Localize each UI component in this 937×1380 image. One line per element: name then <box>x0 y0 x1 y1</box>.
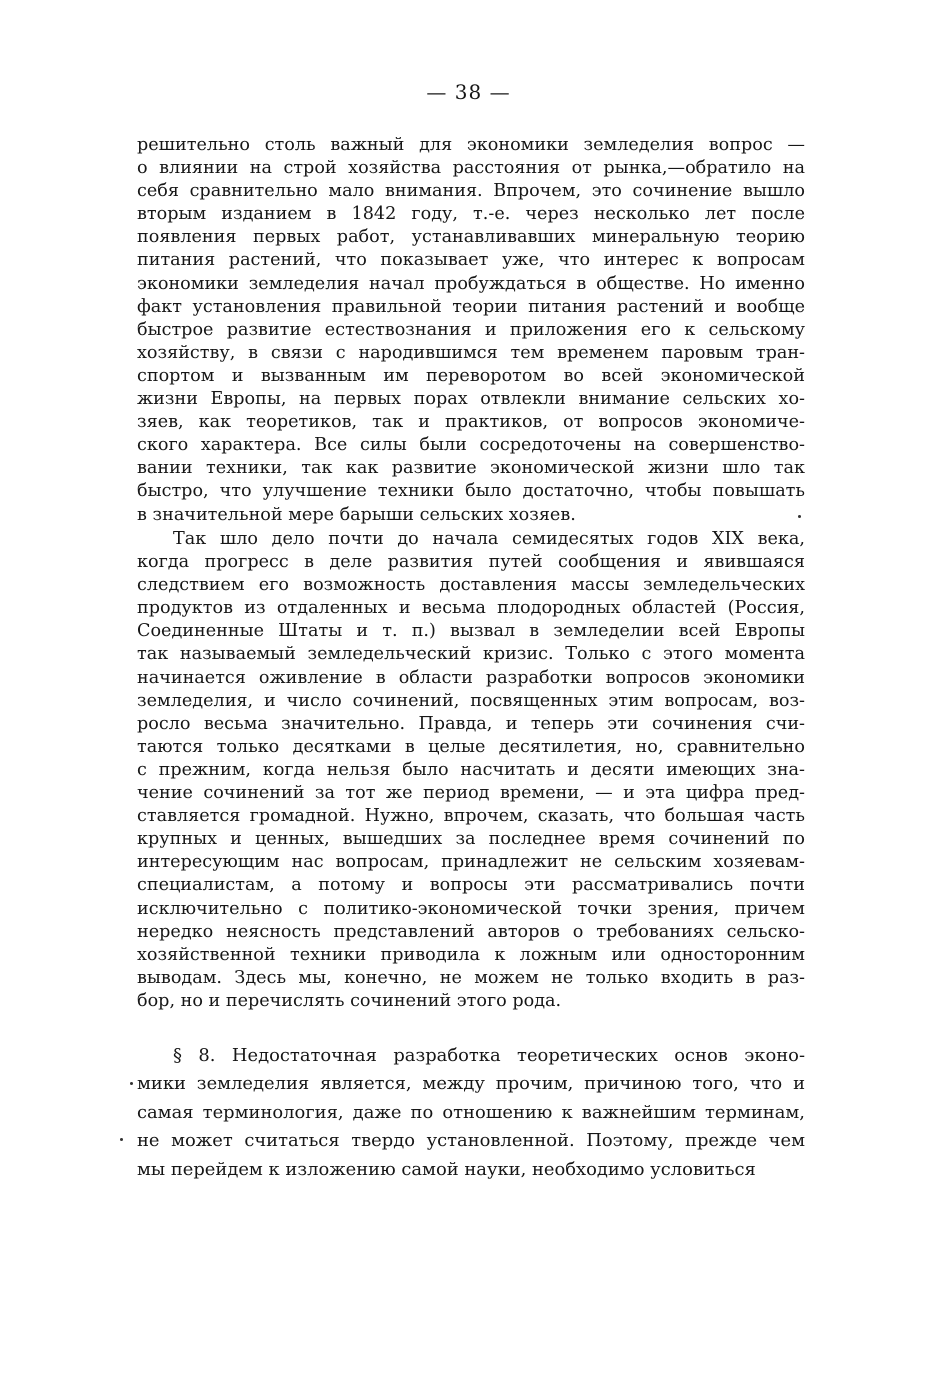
text-line: быстрое развитие естествознания и приложения его к сельскому <box>137 319 805 340</box>
text-line: когда прогресс в деле развития путей сообщения и явившаяся <box>137 552 805 573</box>
text-line: с прежним, когда нельзя было насчитать и десяти имеющих зна- <box>137 759 805 780</box>
text-line: так называемый земледельческий кризис. Только с этого момента <box>137 644 805 665</box>
text-line: вторым изданием в 1842 году, т.-е. через несколько лет после <box>137 204 805 225</box>
text-line: начинается оживление в области разработки вопросов экономики <box>137 667 805 688</box>
text-line: таются только десятками в целые десятилетия, но, сравнительно <box>137 736 805 757</box>
text-line: Так шло дело почти до начала семидесятых годов XIX века, <box>173 529 805 549</box>
text-line: о влиянии на строй хозяйства расстояния от рынка,—обратило на <box>137 158 805 179</box>
text-line: земледелия, и число сочинений, посвященных этим вопросам, воз- <box>137 690 805 711</box>
text-line: Соединенные Штаты и т. п.) вызвал в земледелии всей Европы <box>137 621 805 642</box>
text-line: не может считаться твердо установленной. Поэтому, прежде чем <box>137 1130 805 1152</box>
text-line: выводам. Здесь мы, конечно, не можем не только входить в раз- <box>137 967 805 988</box>
text-line: вании техники, так как развитие экономической жизни шло так <box>137 458 805 479</box>
text-line: специалистам, а потому и вопросы эти рассматривались почти <box>137 875 805 896</box>
print-speck <box>120 1138 123 1141</box>
print-speck <box>798 515 801 518</box>
print-speck <box>130 1082 133 1085</box>
text-line: жизни Европы, на первых порах отвлекли внимание сельских хо- <box>137 389 805 410</box>
text-line: мики земледелия является, между прочим, причиною того, что и <box>137 1073 805 1095</box>
text-line: решительно столь важный для экономики земледелия вопрос — <box>137 135 805 155</box>
text-line: себя сравнительно мало внимания. Впрочем, это сочинение вышло <box>137 181 805 202</box>
text-line: питания растений, что показывает уже, что интерес к вопросам <box>137 250 805 271</box>
text-line: крупных и ценных, вышедших за последнее время сочинений по <box>137 829 805 850</box>
paragraph-3-section-8 <box>137 1042 805 1184</box>
text-line: быстро, что улучшение техники было достаточно, чтобы повышать <box>137 481 805 502</box>
text-line: чение сочинений за тот же период времени, — и эта цифра пред- <box>137 783 805 804</box>
text-line: зяев, как теоретиков, так и практиков, от вопросов экономиче- <box>137 412 805 433</box>
text-line: продуктов из отдаленных и весьма плодородных областей (Россия, <box>137 598 805 619</box>
page-number: — 38 — <box>426 80 511 104</box>
text-line: бор, но и перечислять сочинений этого рода. <box>137 990 562 1011</box>
text-line: исключительно с политико-экономической точки зрения, причем <box>137 898 805 919</box>
text-line: § 8. Недостаточная разработка теоретических основ эконо- <box>173 1045 805 1066</box>
text-line: спортом и вызванным им переворотом во всей экономической <box>137 365 805 386</box>
text-line: интересующим нас вопросам, принадлежит не сельским хозяевам- <box>137 852 805 873</box>
text-line: самая терминология, даже по отношению к важнейшим терминам, <box>137 1101 805 1123</box>
text-line: ского характера. Все силы были сосредоточены на совершенство- <box>137 435 805 456</box>
text-line: появления первых работ, устанавливавших минеральную теорию <box>137 227 805 248</box>
text-line: нередко неясность представлений авторов о требованиях сельско- <box>137 921 805 942</box>
text-line: факт установления правильной теории питания растений и вообще <box>137 296 805 317</box>
paragraph-2 <box>137 528 805 1013</box>
text-line: хозяйству, в связи с народившимся тем временем паровым тран- <box>137 342 805 363</box>
paragraph-1 <box>137 134 805 527</box>
text-line: мы перейдем к изложению самой науки, необходимо условиться <box>137 1158 756 1180</box>
text-line: хозяйственной техники приводила к ложным или односторонним <box>137 944 805 965</box>
text-line: экономики земледелия начал пробуждаться в обществе. Но именно <box>137 273 805 294</box>
text-line: ставляется громадной. Нужно, впрочем, сказать, что большая часть <box>137 806 805 827</box>
text-line: следствием его возможность доставления массы земледельческих <box>137 575 805 596</box>
text-line: в значительной мере барыши сельских хозяев. <box>137 504 576 525</box>
text-line: росло весьма значительно. Правда, и теперь эти сочинения счи- <box>137 713 805 734</box>
